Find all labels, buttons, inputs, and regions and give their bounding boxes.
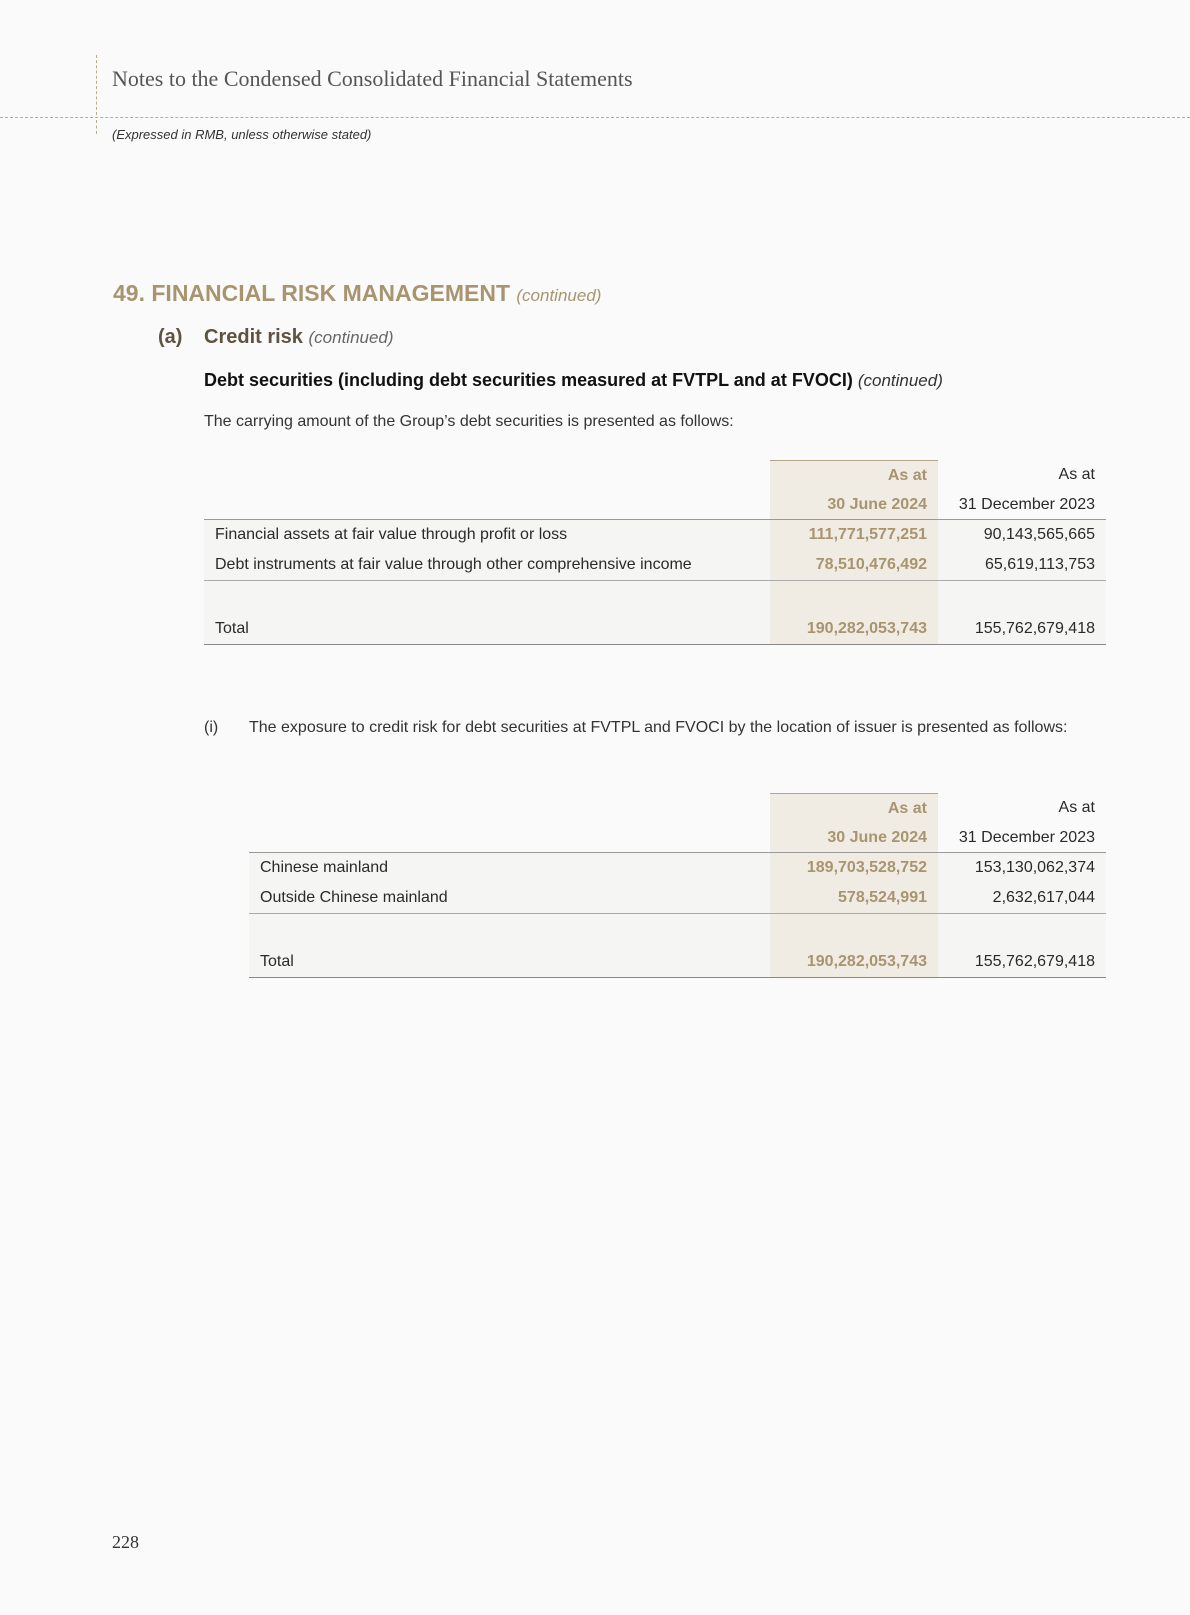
col-date-current: 30 June 2024: [770, 823, 938, 853]
location-exposure-table: [249, 793, 1106, 978]
col-date-prior: 31 December 2023: [938, 490, 1106, 520]
subheading: [204, 370, 943, 391]
continued-label: (continued): [857, 371, 943, 390]
table-row: Debt instruments at fair value through other comprehensive income 78,510,476,492 65,619,113,753: [204, 550, 1106, 581]
total-row: Total 190,282,053,743 155,762,679,418: [249, 947, 1106, 978]
page-number: 228: [112, 1532, 139, 1552]
section-heading: [113, 280, 601, 307]
subsection-label: (a): [158, 326, 183, 348]
header-rule-horizontal: [0, 117, 1190, 118]
continued-label: (continued): [308, 328, 394, 347]
header-rule-vertical-lower: [96, 120, 97, 134]
section-number: 49.: [113, 280, 145, 306]
continued-label: (continued): [516, 286, 602, 305]
section-title: FINANCIAL RISK MANAGEMENT: [151, 280, 510, 306]
table-row: Chinese mainland 189,703,528,752 153,130,062,374: [249, 853, 1106, 884]
currency-note: (Expressed in RMB, unless otherwise stated): [112, 127, 372, 142]
running-title: Notes to the Condensed Consolidated Financial Statements: [112, 66, 633, 91]
col-date-current: 30 June 2024: [770, 490, 938, 520]
col-header-current: As at: [770, 794, 938, 824]
carrying-amount-table: [204, 460, 1106, 645]
item-text: The exposure to credit risk for debt securities at FVTPL and FVOCI by the location of issuer is presented as follows:: [249, 719, 1068, 736]
subsection-heading: [158, 326, 394, 349]
col-date-prior: 31 December 2023: [938, 823, 1106, 853]
intro-paragraph: The carrying amount of the Group’s debt securities is presented as follows:: [204, 413, 734, 430]
col-header-current: As at: [770, 461, 938, 491]
table-row: Outside Chinese mainland 578,524,991 2,632,617,044: [249, 883, 1106, 914]
item-number: (i): [204, 719, 219, 736]
total-row: Total 190,282,053,743 155,762,679,418: [204, 614, 1106, 645]
item-i-paragraph: [204, 713, 1106, 743]
table-row: Financial assets at fair value through profit or loss 111,771,577,251 90,143,565,665: [204, 520, 1106, 551]
subheading-title: Debt securities (including debt securities measured at FVTPL and at FVOCI): [204, 370, 853, 390]
col-header-prior: As at: [1058, 466, 1095, 484]
header-rule-vertical: [96, 55, 97, 115]
subsection-title: Credit risk: [204, 326, 303, 348]
col-header-prior: As at: [1058, 799, 1095, 817]
